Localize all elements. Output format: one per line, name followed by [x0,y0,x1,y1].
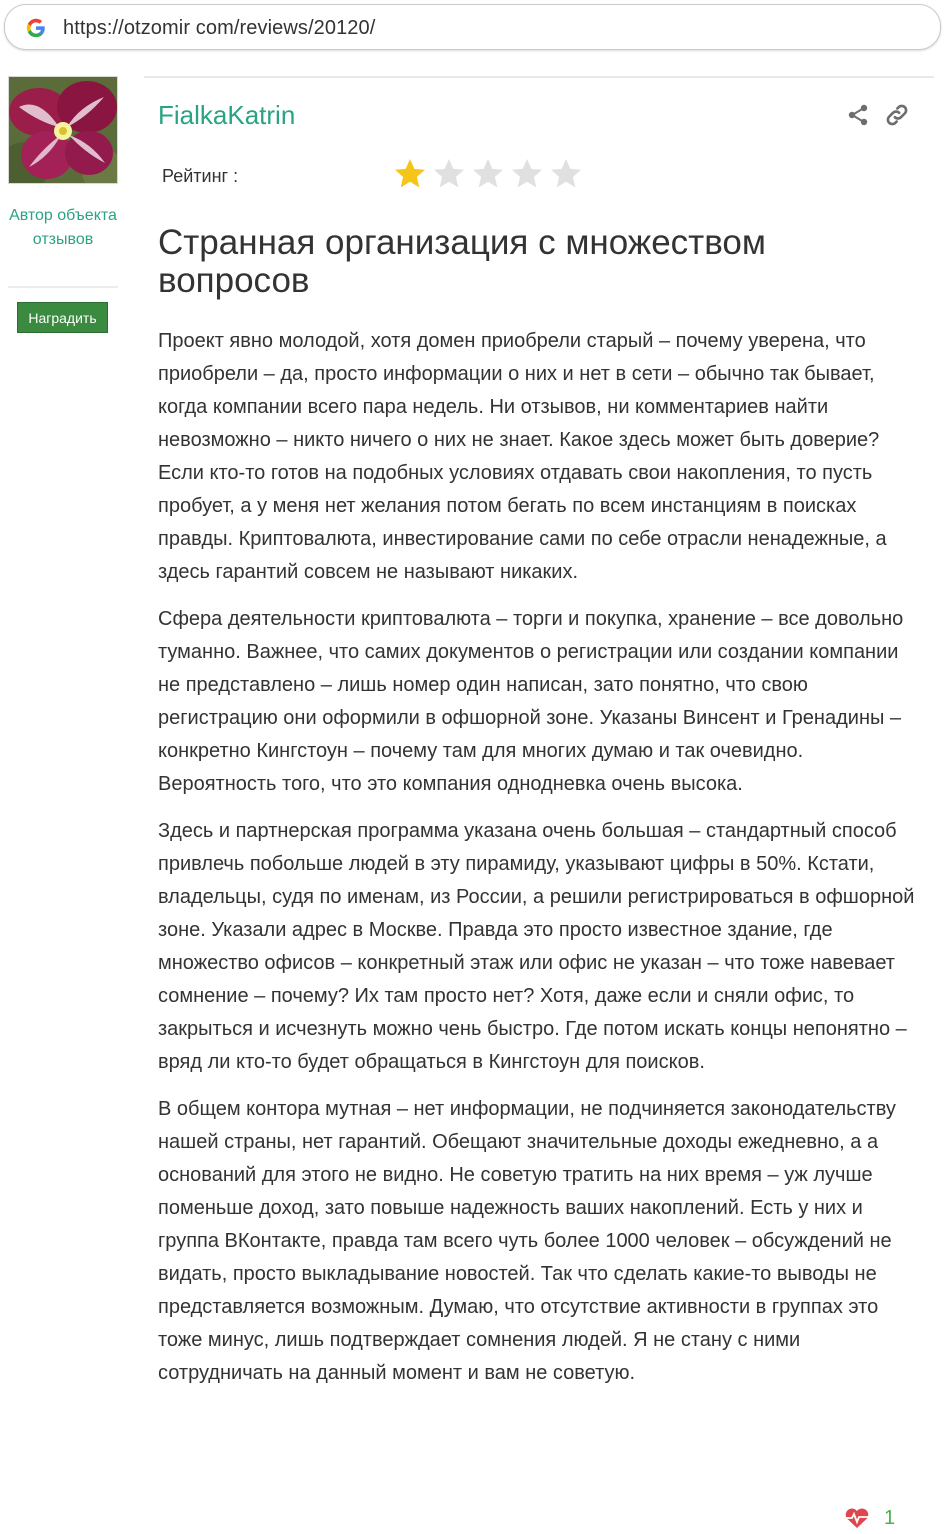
share-icon[interactable] [846,103,870,127]
divider [144,76,934,78]
link-icon[interactable] [884,102,910,128]
rating-label: Рейтинг : [162,166,239,186]
author-role-label[interactable]: Автор объекта отзывов [9,207,117,248]
award-button[interactable]: Наградить [17,302,108,333]
url-text[interactable]: https://otzomir com/reviews/20120/ [63,17,376,39]
review-paragraph: Здесь и партнерская программа указана очень большая – стандартный способ привлечь побольше людей в эту пирамиду, указывают цифры в 50%. Кстати, владельцы, судя по именам, из России, а решили регистрироваться в офшорной зоне. Указали адрес в Москве. Правда это просто известное здание, где множество офисов – конкретный этаж или офис не указан – что тоже навевает сомнение – почему? Их там просто нет? Хотя, даже если и сняли офис, то закрыться и исчезнуть можно чень быстро. Где потом искать концы непонятно – вряд ли кто-то будет обращаться в Кингстоун для поисков. [158,820,915,1073]
author-name[interactable]: FialkaKatrin [158,100,296,130]
avatar[interactable] [8,76,118,184]
rating-stars [392,156,584,194]
star-empty-icon [470,156,506,192]
heart-pulse-icon [844,1506,870,1530]
browser-toolbar [0,0,945,58]
avatar-flower-image [9,77,117,183]
like-count: 1 [884,1506,896,1529]
review-title: Странная организация с множеством вопросов [158,223,766,300]
star-empty-icon [548,156,584,192]
like-button[interactable] [844,1504,895,1532]
star-empty-icon [431,156,467,192]
address-bar[interactable] [4,4,941,50]
review-body [158,325,918,1404]
review-paragraph: В общем контора мутная – нет информации, не подчиняется законодательству нашей страны, нет гарантий. Обещают значительные доходы ежедневно, а а оснований для этого не видно. Не советую тратить на них время – уж лучше поменьше доход, зато повыше надежность ваших накоплений. Есть у них и группа ВКонтакте, правда там всего чуть более 1000 человек – обсуждений не видать, просто выкладывание новостей. Так что сделать какие-то выводы не представляется возможным. Думаю, что отсутствие активности в группах это тоже минус, лишь подтверждает сомнения людей. Я не стану с ними сотрудничать на данный момент и вам не советую. [158,1098,896,1384]
review-paragraph: Проект явно молодой, хотя домен приобрели старый – почему уверена, что приобрели – да, просто информации о них и нет в сети – обычно так бывает, когда компании всего пара недель. Ни отзывов, ни комментариев найти невозможно – никто ничего о них не знает. Какое здесь может быть доверие? Если кто-то готов на подобных условиях отдавать свои накопления, то пусть пробует, а у меня нет желания потом бегать по всем инстанциям в поисках правды. Криптовалюта, инвестирование сами по себе отрасли ненадежные, а здесь гарантий совсем не называют никаких. [158,330,887,583]
star-empty-icon [509,156,545,192]
review-paragraph: Сфера деятельности криптовалюта – торги и покупка, хранение – все довольно туманно. Важнее, что самих документов о регистрации или создании компании не представлено – лишь номер один написан, зато понятно, что свою регистрацию они оформили в офшорной зоне. Указаны Винсент и Гренадины – конкретно Кингстоун – почему там для многих думаю и так очевидно. Вероятность того, что это компания однодневка очень высока. [158,608,904,795]
star-filled-icon [392,156,428,192]
google-g-icon [25,17,47,39]
divider [8,286,118,288]
